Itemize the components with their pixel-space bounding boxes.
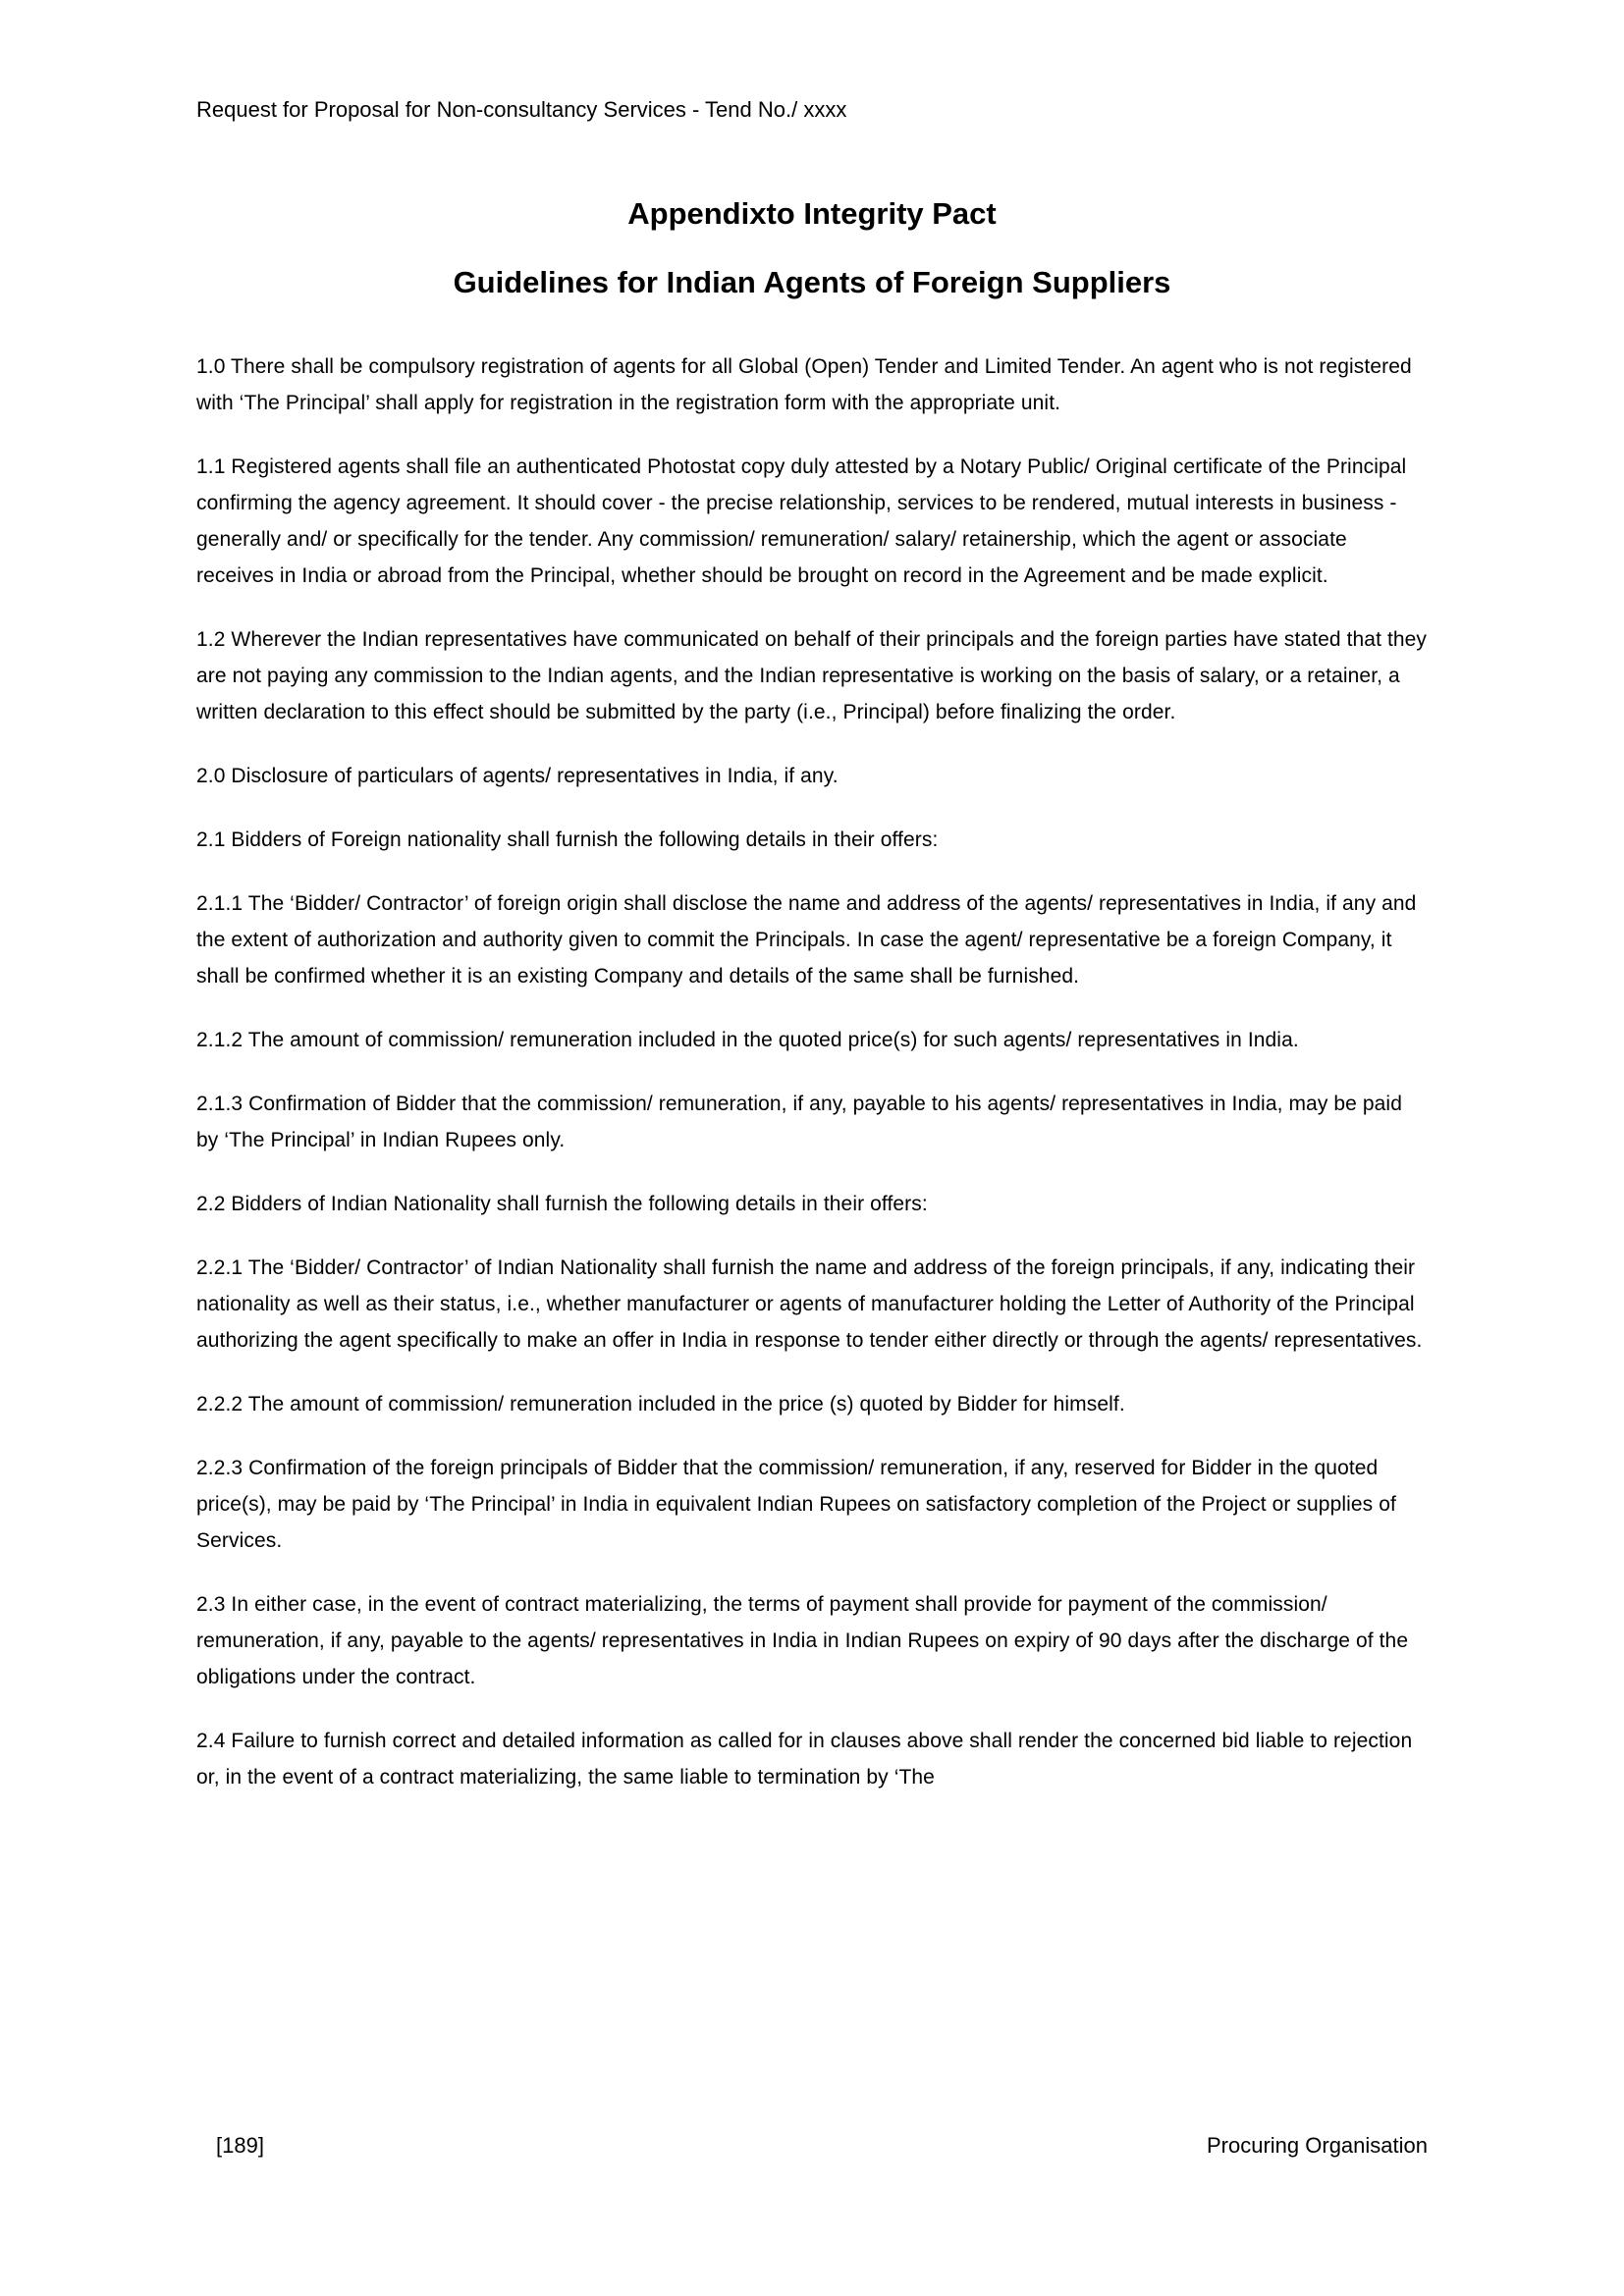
clause-2-4: 2.4 Failure to furnish correct and detailed information as called for in clauses above shall render the concerned bid liable to rejection or, in the event of a contract materializing, the same liable to termination by ‘The	[196, 1730, 1413, 1789]
clause-2-2-1: 2.2.1 The ‘Bidder/ Contractor’ of Indian Nationality shall furnish the name and address of the foreign principals, if any, indicating their nationality as well as their status, i.e., whether manufacturer or agents of manufacturer holding the Letter of Authority of the Principal authorizing the agent specifically to make an offer in India in response to tender either directly or through the agents/ representatives.	[196, 1256, 1423, 1352]
clause-1-1: 1.1 Registered agents shall file an authenticated Photostat copy duly attested by a Notary Public/ Original certificate of the Principal confirming the agency agreement. It should cover - the precise relationship, services to be rendered, mutual interests in business - generally and/ or specifically for the tender. Any commission/ remuneration/ salary/ retainership, which the agent or associate receives in India or abroad from the Principal, whether should be brought on record in the Agreement and be made explicit.	[196, 455, 1407, 587]
clause-2-3: 2.3 In either case, in the event of contract materializing, the terms of payment shall provide for payment of the commission/ remuneration, if any, payable to the agents/ representatives in India in Indian Rupees on expiry of 90 days after the discharge of the obligations under the contract.	[196, 1593, 1409, 1688]
clause-1-2: 1.2 Wherever the Indian representatives have communicated on behalf of their principals and the foreign parties have stated that they are not paying any commission to the Indian agents, and the Indian representative is working on the basis of salary, or a retainer, a written declaration to this effect should be submitted by the party (i.e., Principal) before finalizing the order.	[196, 628, 1428, 723]
clause-2-1: 2.1 Bidders of Foreign nationality shall furnish the following details in their offers:	[196, 828, 939, 851]
document-footer	[196, 2132, 1428, 2159]
document-body	[196, 348, 1428, 1795]
clause-2-1-3: 2.1.3 Confirmation of Bidder that the commission/ remuneration, if any, payable to his agents/ representatives in India, may be paid by ‘The Principal’ in Indian Rupees only.	[196, 1093, 1402, 1151]
clause-1-0: 1.0 There shall be compulsory registration of agents for all Global (Open) Tender and Limited Tender. An agent who is not registered with ‘The Principal’ shall apply for registration in the registration form with the appropriate unit.	[196, 355, 1412, 414]
clause-2-1-1: 2.1.1 The ‘Bidder/ Contractor’ of foreign origin shall disclose the name and address of the agents/ representatives in India, if any and the extent of authorization and authority given to commit the Principals. In case the agent/ representative be a foreign Company, it shall be confirmed whether it is an existing Company and details of the same shall be furnished.	[196, 892, 1417, 988]
clause-2-1-2: 2.1.2 The amount of commission/ remuneration included in the quoted price(s) for such agents/ representatives in India.	[196, 1029, 1299, 1051]
clause-2-2-3: 2.2.3 Confirmation of the foreign principals of Bidder that the commission/ remuneration, if any, reserved for Bidder in the quoted price(s), may be paid by ‘The Principal’ in India in equivalent Indian Rupees on satisfactory completion of the Project or supplies of Services.	[196, 1457, 1396, 1552]
page-number: [189]	[216, 2133, 264, 2158]
page-subtitle: Guidelines for Indian Agents of Foreign Suppliers	[453, 265, 1171, 299]
clause-2-2-2: 2.2.2 The amount of commission/ remuneration included in the price (s) quoted by Bidder for himself.	[196, 1393, 1125, 1415]
page-title: Appendixto Integrity Pact	[627, 196, 997, 231]
document-header: Request for Proposal for Non-consultancy Services - Tend No./ xxxx	[196, 97, 847, 122]
clause-2-2: 2.2 Bidders of Indian Nationality shall furnish the following details in their offers:	[196, 1193, 928, 1215]
footer-organisation: Procuring Organisation	[1206, 2133, 1428, 2158]
clause-2-0: 2.0 Disclosure of particulars of agents/ representatives in India, if any.	[196, 765, 839, 787]
